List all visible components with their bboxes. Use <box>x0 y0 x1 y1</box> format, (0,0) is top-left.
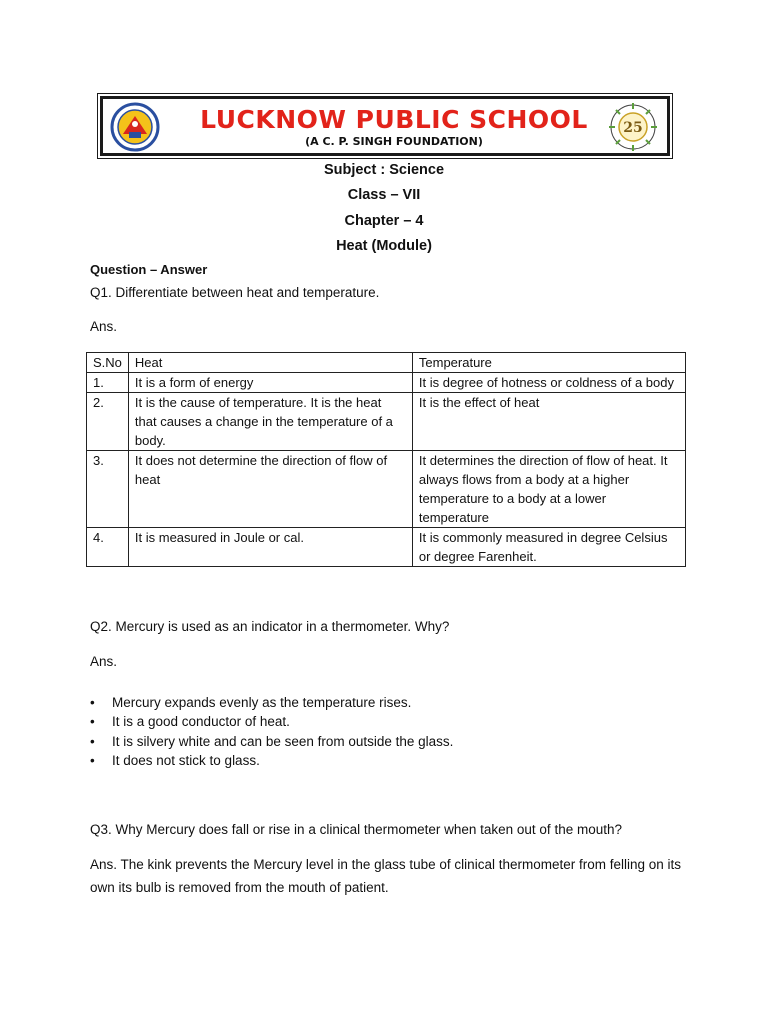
school-crest-icon <box>109 102 161 152</box>
table-cell: 3. <box>87 451 129 528</box>
table-cell: It does not determine the direction of flow of heat <box>128 451 412 528</box>
q1-question: Q1. Differentiate between heat and temperature. <box>90 285 380 300</box>
foundation-subtitle: (A C. P. SINGH FOUNDATION) <box>305 135 483 148</box>
section-label: Question – Answer <box>90 262 208 277</box>
table-cell: 4. <box>87 528 129 567</box>
chapter-heading: Chapter – 4 <box>344 213 424 229</box>
table-cell: 1. <box>87 373 129 393</box>
list-item: • It is a good conductor of heat. <box>90 712 453 731</box>
q1-ans-label: Ans. <box>90 319 118 334</box>
heat-vs-temperature-table <box>86 352 686 567</box>
table-header-cell: Heat <box>128 353 412 373</box>
q2-question: Q2. Mercury is used as an indicator in a thermometer. Why? <box>90 619 450 634</box>
school-banner <box>100 96 670 156</box>
table-cell: 2. <box>87 393 129 451</box>
q2-answer-list <box>90 693 453 770</box>
list-item: • Mercury expands evenly as the temperature rises. <box>90 693 453 712</box>
table-header-cell: Temperature <box>412 353 685 373</box>
subject-heading: Subject : Science <box>323 162 445 178</box>
table-header-cell: S.No <box>87 353 129 373</box>
q3-answer: Ans. The kink prevents the Mercury level in the glass tube of clinical thermometer from felling on its own its bulb is removed from the mouth of patient. <box>90 857 682 895</box>
table-cell: It is commonly measured in degree Celsius or degree Farenheit. <box>412 528 685 567</box>
table-row <box>87 528 686 567</box>
table-header-row <box>87 353 686 373</box>
silver-jubilee-icon <box>607 101 659 153</box>
table-row <box>87 451 686 528</box>
table-cell: It is the effect of heat <box>412 393 685 451</box>
table-cell: It is degree of hotness or coldness of a body <box>412 373 685 393</box>
table-cell: It is measured in Joule or cal. <box>128 528 412 567</box>
topic-heading: Heat (Module) <box>336 238 432 254</box>
table-cell: It determines the direction of flow of heat. It always flows from a body at a higher temperature to a body at a lower temperature <box>412 451 685 528</box>
school-name: LUCKNOW PUBLIC SCHOOL <box>200 105 588 134</box>
table-row <box>87 393 686 451</box>
class-heading: Class – VII <box>347 187 421 203</box>
table-cell: It is a form of energy <box>128 373 412 393</box>
q3-question: Q3. Why Mercury does fall or rise in a clinical thermometer when taken out of the mouth? <box>90 822 622 837</box>
q2-ans-label: Ans. <box>90 654 118 669</box>
jubilee-number: 25 <box>623 120 643 136</box>
table-cell: It is the cause of temperature. It is the heat that causes a change in the temperature of a body. <box>128 393 412 451</box>
list-item: • It does not stick to glass. <box>90 751 453 770</box>
table-row <box>87 373 686 393</box>
list-item: • It is silvery white and can be seen from outside the glass. <box>90 732 453 751</box>
